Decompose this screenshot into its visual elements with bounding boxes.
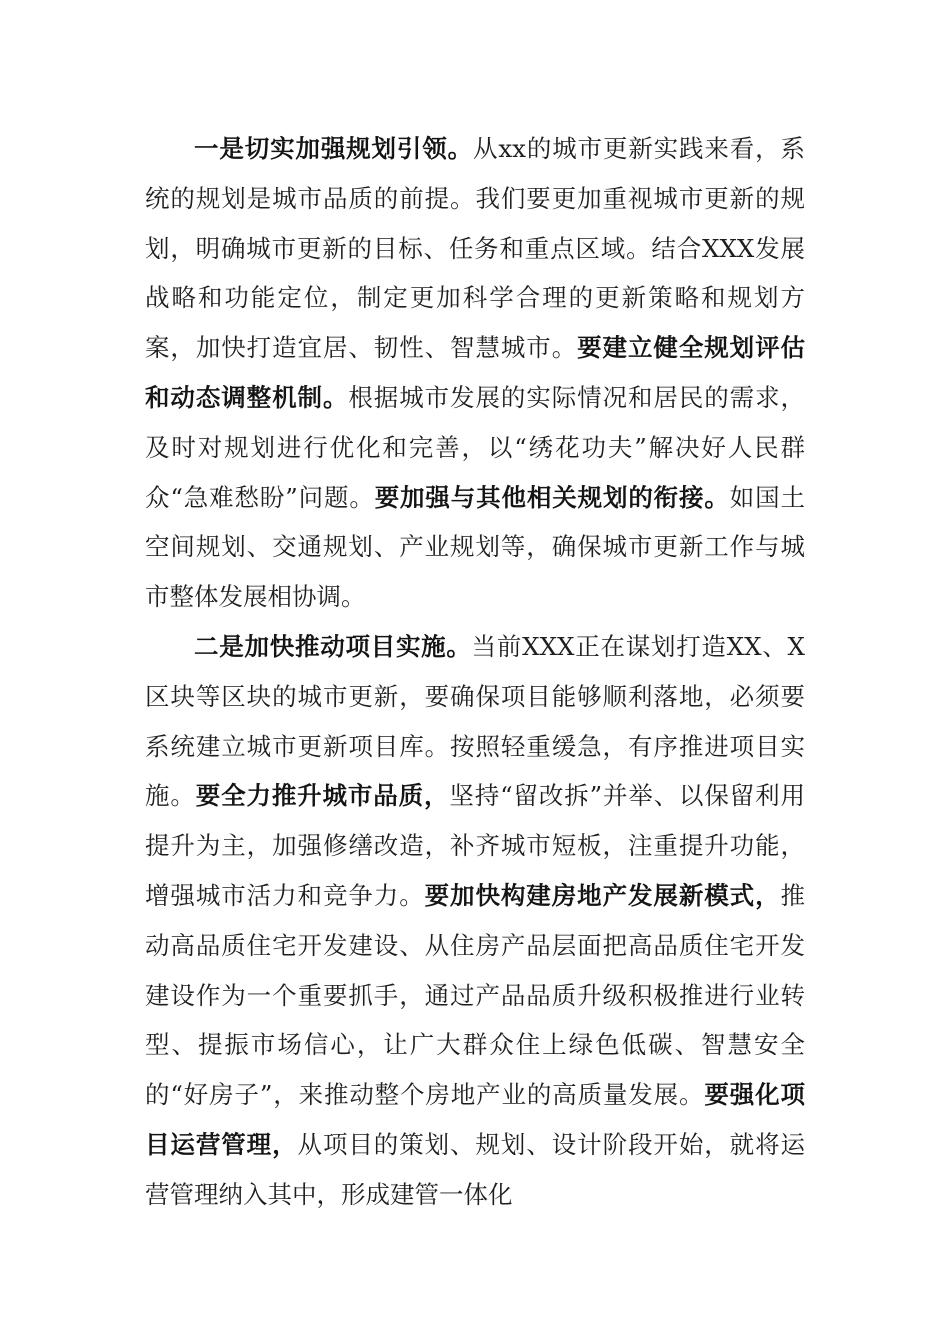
body-text: 当前XXX正在谋划打造XX、X区块等区块的城市更新，要确保项目能够顺利落地，必须要系统建立城市更新项目库。按照轻重缓急，有序推进项目实施。 — [145, 631, 805, 811]
body-text: 如国土空间规划、交通规划、产业规划等，确保城市更新工作与城市整体发展相协调。 — [145, 482, 806, 612]
heading-projects: 二是加快推动项目实施。 — [194, 631, 472, 661]
emphasis-text: 要建立健全规划评估和动态调整机制。 — [145, 333, 805, 412]
emphasis-text: 要加强与其他相关规划的衔接。 — [374, 482, 730, 512]
emphasis-text: 要加快构建房地产发展新模式， — [424, 880, 781, 910]
body-text: 从项目的策划、规划、设计阶段开始，就将运营管理纳入其中，形成建管一体化 — [145, 1129, 806, 1209]
paragraph-projects — [145, 622, 805, 1220]
emphasis-text: 要全力推升城市品质， — [195, 781, 450, 811]
body-text: 根据城市发展的实际情况和居民的需求，及时对规划进行优化和完善，以“绣花功夫”解决好人民群众“急难愁盼”问题。 — [145, 382, 805, 512]
body-text: 推动高品质住宅开发建设、从住房产品层面把高品质住宅开发建设作为一个重要抓手，通过产品品质升级积极推进行业转型、提振市场信心，让广大群众住上绿色低碳、智慧安全的“好房子”，来推动整个房地产业的高质量发展。 — [145, 880, 806, 1110]
body-text: 从xx的城市更新实践来看，系统的规划是城市品质的前提。我们要更加重视城市更新的规划，明确城市更新的目标、任务和重点区域。结合XXX发展战略和功能定位，制定更加科学合理的更新策略和规划方案，加快打造宜居、韧性、智慧城市。 — [145, 134, 805, 363]
heading-planning: 一是切实加强规划引领。 — [194, 134, 473, 163]
document-body — [145, 124, 805, 1220]
paragraph-planning — [145, 124, 805, 622]
emphasis-text: 要强化项目运营管理， — [145, 1080, 805, 1159]
body-text: 坚持“留改拆”并举、以保留利用提升为主，加强修缮改造，补齐城市短板，注重提升功能，增强城市活力和竞争力。 — [145, 781, 806, 910]
